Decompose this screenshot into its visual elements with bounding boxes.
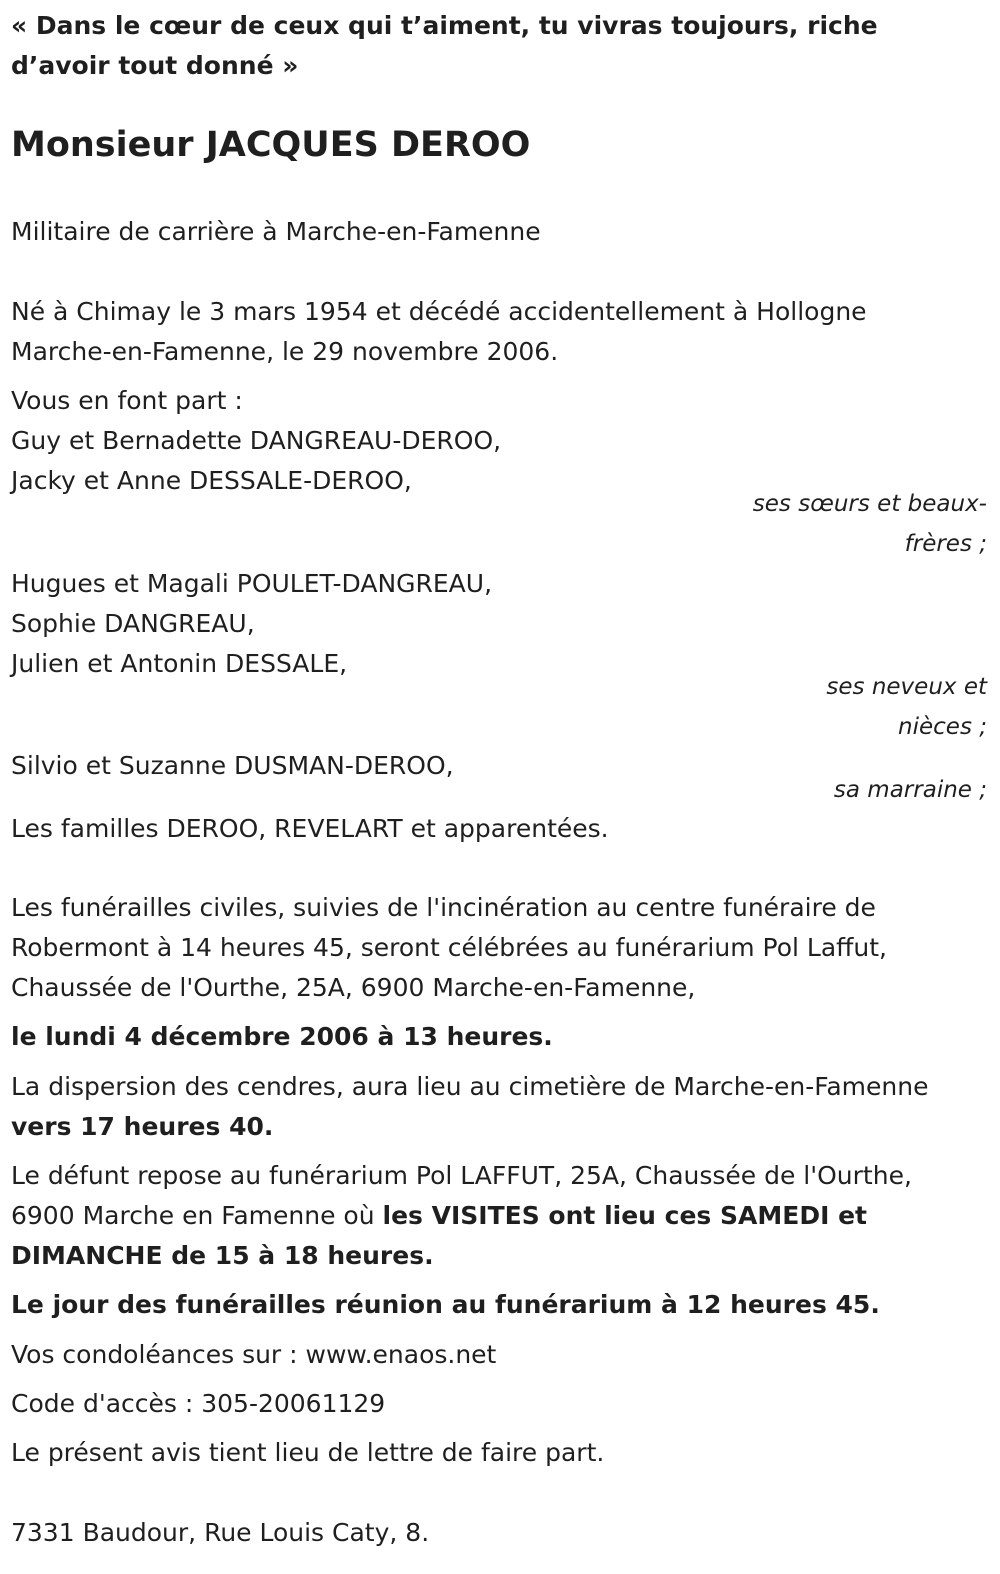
funeral-line-3: Chaussée de l'Ourthe, 25A, 6900 Marche-en-Famenne, bbox=[11, 973, 696, 1002]
announce-line: Vous en font part : bbox=[11, 386, 243, 415]
address-line: 7331 Baudour, Rue Louis Caty, 8. bbox=[11, 1518, 430, 1547]
funeral-line-2: Robermont à 14 heures 45, seront célébrées au funérarium Pol Laffut, bbox=[11, 933, 887, 962]
siblings-relation-line-1: ses sœurs et beaux- bbox=[752, 491, 987, 517]
birth-death-line-2: Marche-en-Famenne, le 29 novembre 2006. bbox=[11, 337, 559, 366]
visits-location: 6900 Marche en Famenne où bbox=[11, 1201, 383, 1230]
birth-death-line-1: Né à Chimay le 3 mars 1954 et décédé accidentellement à Hollogne bbox=[11, 297, 867, 326]
godmother-relation: sa marraine ; bbox=[833, 777, 987, 803]
notice-line: Le présent avis tient lieu de lettre de faire part. bbox=[11, 1438, 605, 1467]
nephew-2: Sophie DANGREAU, bbox=[11, 609, 255, 638]
deceased-name: Monsieur JACQUES DEROO bbox=[11, 125, 531, 165]
epitaph-quote: « Dans le cœur de ceux qui t’aiment, tu vivras toujours, riche d’avoir tout donné » bbox=[11, 11, 878, 80]
godmother: Silvio et Suzanne DUSMAN-DEROO, bbox=[11, 751, 454, 780]
access-code-line: Code d'accès : 305-20061129 bbox=[11, 1389, 386, 1418]
funeral-line-1: Les funérailles civiles, suivies de l'incinération au centre funéraire de bbox=[11, 893, 876, 922]
ashes-time: vers 17 heures 40. bbox=[11, 1112, 274, 1141]
nephews-relation-line-2: nièces ; bbox=[898, 714, 987, 740]
meeting-line: Le jour des funérailles réunion au funérarium à 12 heures 45. bbox=[11, 1290, 880, 1319]
nephew-3: Julien et Antonin DESSALE, bbox=[11, 649, 348, 678]
visits-days: les VISITES ont lieu ces SAMEDI et bbox=[382, 1201, 867, 1230]
funeral-date: le lundi 4 décembre 2006 à 13 heures. bbox=[11, 1022, 553, 1051]
sibling-1: Guy et Bernadette DANGREAU-DEROO, bbox=[11, 426, 502, 455]
visits-line-2 bbox=[11, 1196, 867, 1236]
sibling-2: Jacky et Anne DESSALE-DEROO, bbox=[11, 466, 412, 495]
condolences-line: Vos condoléances sur : www.enaos.net bbox=[11, 1340, 497, 1369]
visits-hours: DIMANCHE de 15 à 18 heures. bbox=[11, 1241, 434, 1270]
nephews-relation-line-1: ses neveux et bbox=[826, 674, 987, 700]
nephew-1: Hugues et Magali POULET-DANGREAU, bbox=[11, 569, 493, 598]
visits-line-1: Le défunt repose au funérarium Pol LAFFUT, 25A, Chaussée de l'Ourthe, bbox=[11, 1161, 912, 1190]
profession: Militaire de carrière à Marche-en-Famenne bbox=[11, 217, 541, 246]
families-line: Les familles DEROO, REVELART et apparentées. bbox=[11, 814, 609, 843]
ashes-text: La dispersion des cendres, aura lieu au cimetière de Marche-en-Famenne bbox=[11, 1072, 929, 1101]
siblings-relation-line-2: frères ; bbox=[904, 531, 987, 557]
